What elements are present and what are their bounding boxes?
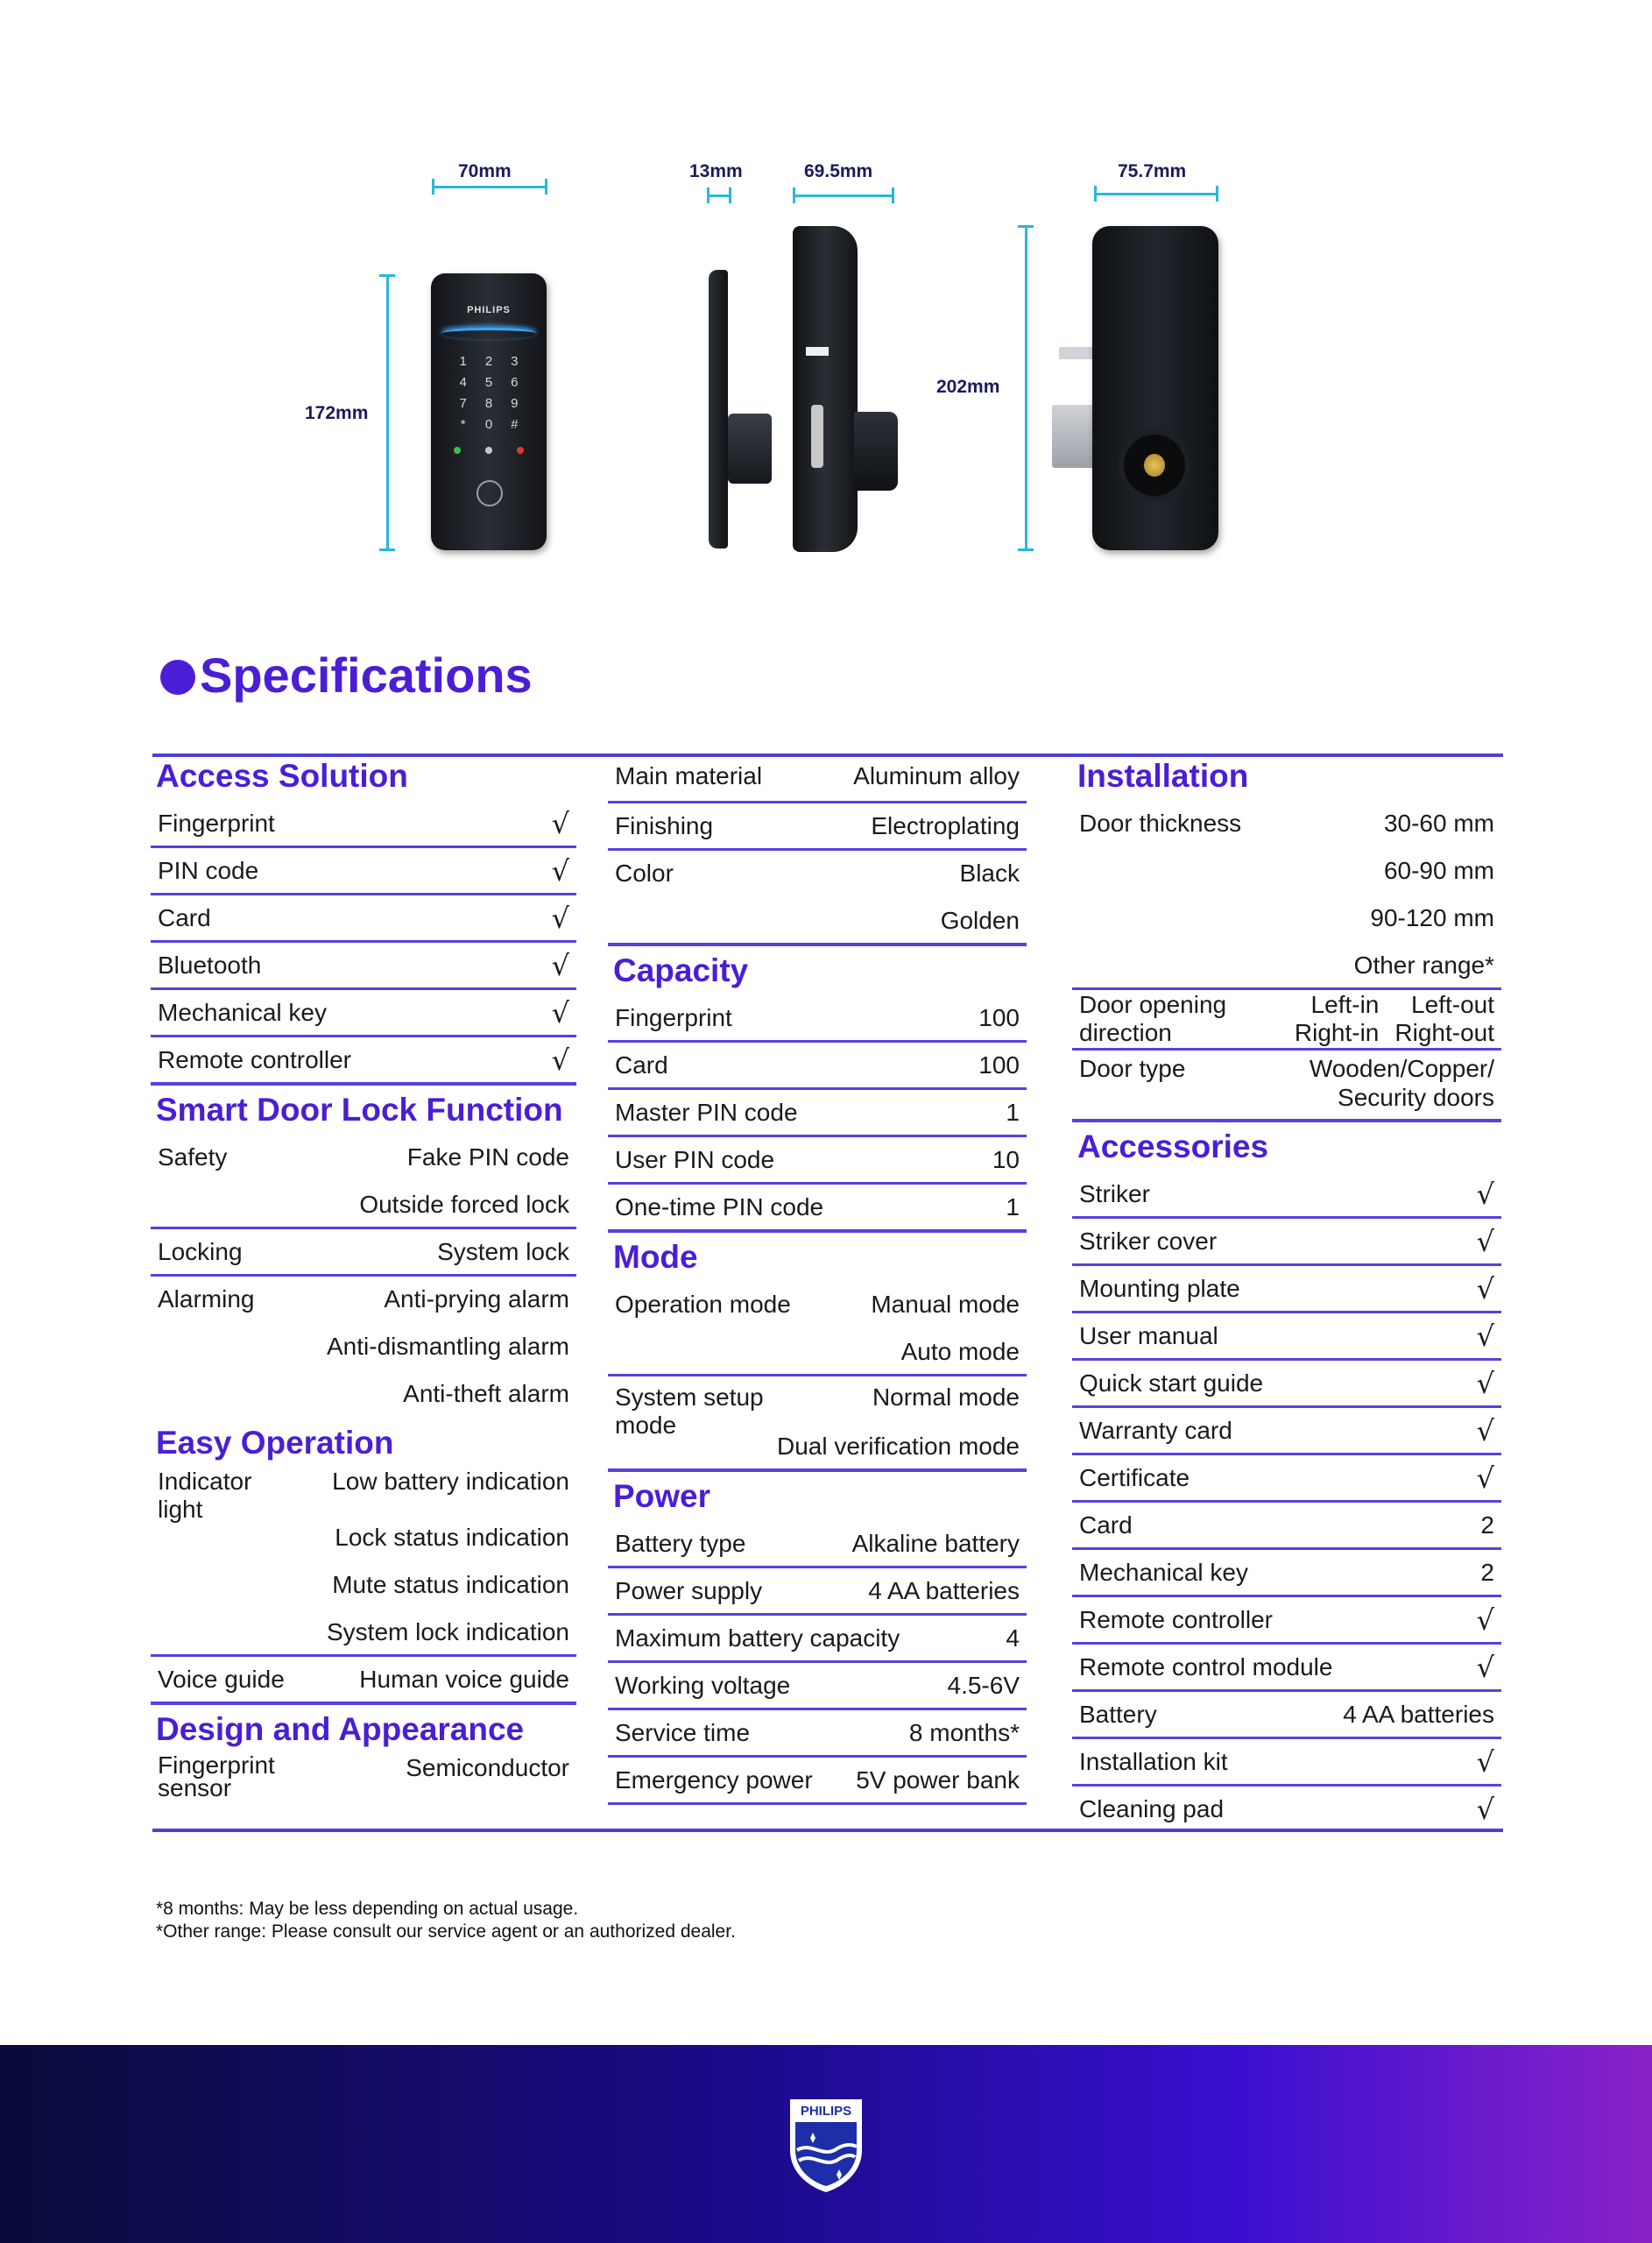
spec-value: 100 — [978, 1051, 1020, 1079]
lock-brand-label: PHILIPS — [467, 305, 511, 315]
spec-row — [151, 801, 576, 848]
dim-tick — [379, 548, 395, 551]
checkmark-icon: √ — [551, 901, 569, 935]
footer-banner — [0, 2045, 1652, 2243]
dim-tick — [1216, 186, 1218, 202]
spec-value: System lock — [437, 1237, 569, 1265]
spec-row — [608, 851, 1027, 898]
lock-side-handle — [854, 412, 898, 491]
spec-value: Fake PIN code — [406, 1143, 569, 1171]
checkmark-icon: √ — [1476, 1744, 1494, 1779]
spec-label: Fingerprint — [615, 1003, 732, 1031]
spec-value: System lock indication — [326, 1617, 569, 1645]
spec-row — [608, 1329, 1027, 1376]
spec-value: Anti-theft alarm — [403, 1379, 569, 1407]
spec-row — [1072, 1051, 1501, 1122]
dim-line-back-height — [1025, 226, 1027, 550]
spec-value: 1 — [1006, 1098, 1020, 1126]
spec-label: Power supply — [615, 1576, 763, 1604]
checkmark-icon: √ — [1476, 1413, 1494, 1447]
spec-label: One-time PIN code — [615, 1192, 824, 1221]
spec-label: Alarming — [158, 1284, 255, 1313]
spec-row — [151, 1037, 576, 1086]
spec-value: Right-out — [1394, 1019, 1494, 1046]
spec-row — [151, 1657, 576, 1705]
spec-value: 4 AA batteries — [1343, 1700, 1494, 1728]
spec-row — [608, 1043, 1027, 1090]
spec-value: Right-in — [1294, 1019, 1380, 1046]
spec-row — [1072, 1266, 1501, 1313]
checkmark-icon: √ — [1476, 1224, 1494, 1258]
spec-row — [1072, 1550, 1501, 1597]
dim-line-side-plate — [708, 195, 731, 197]
checkmark-icon: √ — [551, 1043, 569, 1077]
spec-label: Color — [615, 859, 674, 887]
spec-row — [608, 1282, 1027, 1329]
bullet-dot-icon — [160, 660, 195, 695]
spec-value: 4 AA batteries — [868, 1576, 1020, 1604]
spec-row — [608, 1090, 1027, 1137]
spec-row — [151, 1371, 576, 1419]
spec-label: Working voltage — [615, 1671, 791, 1699]
keypad-key: 3 — [511, 354, 519, 369]
footnotes — [156, 1898, 736, 1943]
spec-row — [608, 1758, 1027, 1805]
spec-label: Warranty card — [1079, 1416, 1232, 1444]
spec-row — [151, 1229, 576, 1277]
page-title: Specifications — [200, 647, 533, 703]
spec-value: Low battery indication — [332, 1468, 569, 1495]
spec-row — [608, 995, 1027, 1043]
dim-tick — [545, 179, 547, 195]
spec-value: Left-out — [1411, 991, 1494, 1018]
dim-tick — [1018, 548, 1034, 551]
spec-label: Mounting plate — [1079, 1274, 1240, 1302]
spec-value: Wooden/Copper/ Security doors — [1309, 1055, 1494, 1111]
spec-row — [608, 1568, 1027, 1616]
lock-status-icons — [454, 447, 524, 454]
spec-row — [608, 1663, 1027, 1710]
spec-label: Master PIN code — [615, 1098, 798, 1126]
spec-row — [1072, 1171, 1501, 1219]
spec-label: Cleaning pad — [1079, 1794, 1225, 1822]
key-cylinder-icon — [1144, 454, 1165, 477]
spec-label: Mechanical key — [1079, 1558, 1248, 1586]
spec-label: Indicator light — [158, 1468, 252, 1523]
shield-icon — [485, 447, 492, 454]
spec-row — [1072, 1692, 1501, 1739]
checkmark-icon: √ — [1476, 1366, 1494, 1400]
spec-row — [151, 943, 576, 990]
dim-tick — [1094, 186, 1097, 202]
section-heading: Installation — [1077, 758, 1249, 794]
lock-side-body — [793, 226, 858, 552]
spec-label: Safety — [158, 1143, 228, 1171]
section-heading: Power — [613, 1478, 711, 1514]
spec-value: Alkaline battery — [851, 1529, 1020, 1557]
dim-line-front-height — [386, 275, 389, 550]
dim-tick — [793, 188, 795, 203]
spec-column-1 — [151, 752, 576, 1801]
spec-label: Card — [1079, 1511, 1133, 1539]
spec-row — [608, 1376, 1027, 1439]
keypad-key: 2 — [484, 354, 493, 369]
footer-logo-text: PHILIPS — [800, 2104, 852, 2119]
spec-value: 8 months* — [908, 1718, 1020, 1746]
spec-label: Striker — [1079, 1179, 1150, 1207]
spec-value: 2 — [1480, 1558, 1494, 1586]
spec-label: Service time — [615, 1718, 751, 1746]
spec-label: Emergency power — [615, 1765, 813, 1794]
spec-row — [1072, 1361, 1501, 1408]
spec-row — [151, 1277, 576, 1324]
spec-value: Normal mode — [872, 1383, 1020, 1411]
keypad-key: 6 — [511, 375, 519, 390]
spec-row — [608, 752, 1027, 803]
lock-front-view — [431, 273, 547, 550]
lock-back-latch — [1059, 347, 1094, 359]
keypad-key: # — [511, 417, 519, 432]
spec-label: Mechanical key — [158, 998, 327, 1026]
spec-value: 100 — [978, 1003, 1020, 1031]
dim-line-side-body — [794, 195, 893, 197]
spec-label: Striker cover — [1079, 1227, 1218, 1255]
spec-label: Battery type — [615, 1529, 746, 1557]
spec-row — [151, 895, 576, 943]
dim-tick — [707, 188, 710, 203]
spec-label: Remote control module — [1079, 1652, 1333, 1680]
spec-value: Human voice guide — [359, 1665, 569, 1693]
spec-row — [608, 1710, 1027, 1758]
section-heading: Easy Operation — [156, 1425, 394, 1461]
keypad-key: * — [460, 417, 466, 432]
spec-row — [608, 1616, 1027, 1663]
checkmark-icon: √ — [1476, 1319, 1494, 1353]
spec-label: Voice guide — [158, 1665, 285, 1693]
spec-row — [1072, 1408, 1501, 1455]
spec-label: Fingerprint — [158, 809, 275, 837]
spec-label: Operation mode — [615, 1290, 791, 1318]
spec-value: Semiconductor — [406, 1754, 569, 1781]
lock-side-plate — [709, 270, 728, 548]
spec-row — [151, 1182, 576, 1229]
keypad-key: 1 — [459, 354, 467, 369]
spec-row — [1072, 1455, 1501, 1503]
keypad-key: 5 — [484, 375, 493, 390]
spec-value: Black — [959, 859, 1020, 887]
spec-label: Maximum battery capacity — [615, 1624, 900, 1652]
checkmark-icon: √ — [1476, 1461, 1494, 1495]
lock-icon — [517, 447, 524, 454]
checkmark-icon: √ — [551, 853, 569, 888]
spec-value: Auto mode — [900, 1337, 1020, 1365]
dim-back-height: 202mm — [936, 377, 1000, 397]
spec-label: Fingerprint sensor — [158, 1751, 275, 1801]
spec-row — [1072, 1503, 1501, 1550]
keypad-key: 7 — [459, 396, 467, 411]
lock-keypad — [450, 354, 527, 432]
spec-label: Certificate — [1079, 1463, 1190, 1491]
spec-value: Aluminum alloy — [853, 762, 1020, 789]
spec-label: Card — [158, 903, 211, 931]
spec-row — [151, 990, 576, 1037]
spec-label: Door type — [1079, 1055, 1186, 1082]
section-heading: Accessories — [1077, 1129, 1269, 1164]
spec-row — [151, 1610, 576, 1657]
dim-side-plate: 13mm — [689, 161, 743, 181]
spec-row — [608, 1137, 1027, 1185]
spec-row — [608, 803, 1027, 851]
lock-back-bolt — [1052, 405, 1098, 468]
spec-value: 2 — [1480, 1511, 1494, 1539]
spec-value: 5V power bank — [856, 1765, 1020, 1794]
dim-tick — [432, 179, 434, 195]
spec-label: Finishing — [615, 811, 714, 839]
checkmark-icon: √ — [551, 806, 569, 840]
dim-front-width: 70mm — [458, 161, 512, 181]
dim-line-back-width — [1095, 193, 1218, 195]
spec-label: Installation kit — [1079, 1747, 1228, 1775]
lock-side-slot — [811, 405, 823, 468]
dim-tick — [1018, 225, 1034, 228]
dim-back-width: 75.7mm — [1118, 161, 1187, 181]
checkmark-icon: √ — [1476, 1177, 1494, 1211]
footnote: *8 months: May be less depending on actual usage. — [156, 1899, 579, 1919]
spec-row — [151, 1468, 576, 1523]
spec-label: Card — [615, 1051, 668, 1079]
spec-value: Manual mode — [871, 1290, 1020, 1318]
spec-row — [1072, 990, 1501, 1051]
dim-front-height: 172mm — [305, 403, 369, 423]
spec-column-2 — [608, 752, 1027, 1805]
lock-back-view — [1092, 226, 1218, 550]
spec-label: User PIN code — [615, 1145, 775, 1173]
spec-label: Locking — [158, 1237, 243, 1265]
spec-value: 60-90 mm — [1383, 856, 1494, 884]
spec-label: Door thickness — [1079, 809, 1242, 837]
spec-value: 4 — [1006, 1624, 1020, 1652]
philips-shield-logo-icon — [787, 2096, 865, 2194]
spec-row — [1072, 1645, 1501, 1692]
dim-side-body: 69.5mm — [804, 161, 873, 181]
speaker-icon — [454, 447, 461, 454]
dim-line-front-width — [433, 186, 547, 188]
spec-label: User manual — [1079, 1321, 1218, 1349]
spec-value: Golden — [940, 906, 1020, 934]
spec-label: Main material — [615, 762, 763, 789]
spec-row — [151, 1135, 576, 1182]
keypad-key: 9 — [511, 396, 519, 411]
spec-row — [608, 1185, 1027, 1233]
spec-label: Remote controller — [158, 1045, 351, 1073]
lock-side-slot — [806, 347, 829, 356]
spec-value: 10 — [992, 1145, 1020, 1173]
dim-tick — [892, 188, 894, 203]
spec-value-grid — [1295, 991, 1494, 1047]
spec-value: 4.5-6V — [947, 1671, 1020, 1699]
spec-value: Anti-dismantling alarm — [327, 1332, 569, 1360]
spec-value: Mute status indication — [332, 1570, 569, 1598]
section-heading: Smart Door Lock Function — [156, 1092, 563, 1128]
spec-label: PIN code — [158, 856, 259, 884]
checkmark-icon: √ — [1476, 1271, 1494, 1305]
spec-column-3 — [1072, 752, 1501, 1834]
spec-row — [608, 1521, 1027, 1568]
section-heading: Mode — [613, 1239, 698, 1275]
spec-row — [151, 848, 576, 895]
spec-row — [1072, 1597, 1501, 1645]
section-heading: Design and Appearance — [156, 1711, 525, 1747]
checkmark-icon: √ — [551, 995, 569, 1030]
spec-label: Quick start guide — [1079, 1369, 1264, 1397]
spec-label: Door opening direction — [1079, 991, 1227, 1046]
keypad-key: 4 — [459, 375, 467, 390]
footnote: *Other range: Please consult our service agent or an authorized dealer. — [156, 1921, 736, 1942]
spec-value: Lock status indication — [335, 1523, 569, 1551]
checkmark-icon: √ — [1476, 1792, 1494, 1826]
keypad-key: 0 — [484, 417, 493, 432]
dim-tick — [379, 274, 395, 277]
spec-value: Dual verification mode — [776, 1432, 1020, 1460]
lock-glow-strip — [441, 328, 536, 339]
spec-row — [1072, 801, 1501, 848]
spec-row — [1072, 1313, 1501, 1361]
spec-value: Other range* — [1353, 951, 1494, 979]
fingerprint-sensor-icon — [477, 480, 503, 506]
spec-row — [151, 1751, 576, 1801]
section-heading: Capacity — [613, 952, 749, 988]
spec-label: Bluetooth — [158, 951, 262, 979]
spec-row — [151, 1324, 576, 1371]
spec-row — [1072, 848, 1501, 895]
spec-row — [151, 1562, 576, 1610]
spec-value: Left-in — [1310, 991, 1380, 1018]
checkmark-icon: √ — [551, 948, 569, 982]
lock-side-knob — [728, 414, 772, 484]
spec-value: Outside forced lock — [359, 1190, 569, 1218]
spec-row — [1072, 895, 1501, 943]
section-heading: Access Solution — [156, 758, 408, 794]
spec-label: Remote controller — [1079, 1605, 1273, 1633]
spec-row — [1072, 1219, 1501, 1266]
spec-row — [1072, 943, 1501, 990]
checkmark-icon: √ — [1476, 1650, 1494, 1684]
keypad-key: 8 — [484, 396, 493, 411]
spec-value: 1 — [1006, 1192, 1020, 1221]
spec-value: Electroplating — [871, 811, 1020, 839]
spec-row — [1072, 1787, 1501, 1834]
spec-label: System setup mode — [615, 1383, 764, 1439]
spec-row — [1072, 1739, 1501, 1787]
checkmark-icon: √ — [1476, 1603, 1494, 1637]
spec-label: Battery — [1079, 1700, 1157, 1728]
spec-row — [608, 898, 1027, 946]
spec-value: 90-120 mm — [1370, 903, 1494, 931]
dim-tick — [729, 188, 731, 203]
spec-value: 30-60 mm — [1383, 809, 1494, 837]
spec-value: Anti-prying alarm — [384, 1284, 569, 1313]
